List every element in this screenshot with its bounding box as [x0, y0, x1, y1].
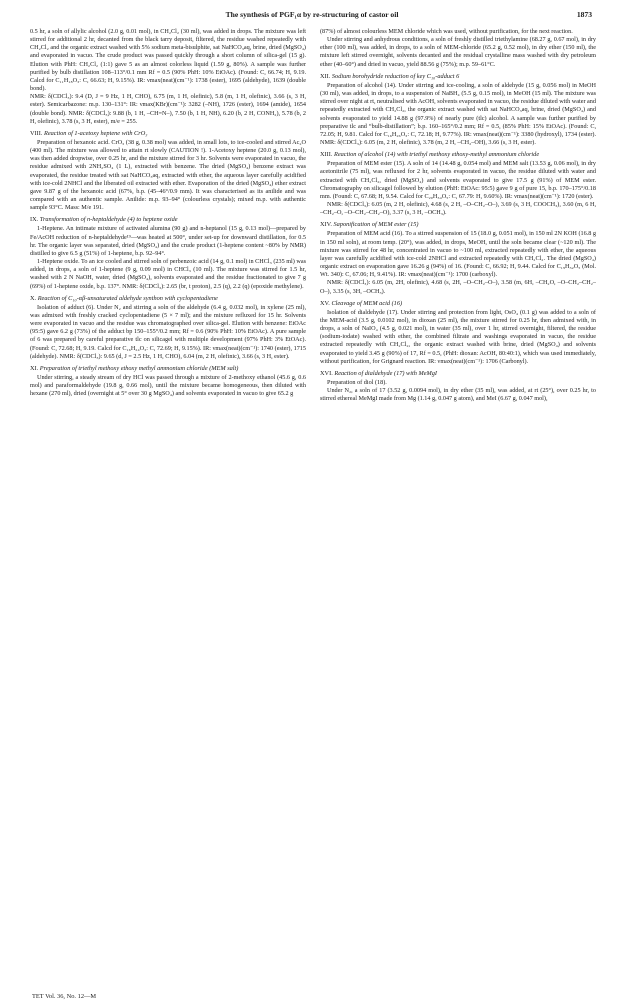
section-title: Reaction of C₁₀-αβ-unsaturated aldehyde synthon with cyclopentadiene: [37, 294, 218, 302]
body-paragraph: 1-Heptene oxide. To an ice cooled and stirred soln of perbenzoic acid (14 g, 0.1 mol) in CHCl₃ (235 ml) was added, in drops, a soln of 1-heptene (9 g, 0.09 mol) in CHCl₃ (10 ml). The mixture was stirred for 1.5 hr, washed with 2 N NaOH, water, dried (MgSO₄), solvents evaporated and the residue fractionated to give 7 g (69%) of 1-heptene oxide, b.p. 137°. NMR: δ(CDCl₃): 2.65 (br, t proton), 2.5 (q), 2.2 (q) (epoxide methylene).: [30, 258, 306, 290]
section-title: Reaction of dialdehyde (17) with MeMgI: [334, 369, 437, 377]
section-number: XVI.: [320, 369, 335, 377]
section-number: XI.: [30, 364, 40, 372]
body-paragraph: (87%) of almost colourless MEM chloride which was used, without purification, for the next reaction.: [320, 28, 573, 35]
left-column: [30, 28, 306, 980]
body-paragraph: Preparation of MEM acid (16). To a stirred suspension of 15 (18.0 g, 0.051 mol), in 150 ml 2N KOH (16.8 g in 150 ml soln), at room temp. (20°), was added, in drops, MeOH, until the soln became clear (~120 ml). The mixture was stirred for 48 hr, concentrated in vacuo to ~100 ml, extracted repeatedly with ether, the aqueous layer was carefully acidified with ice-cold 2NHCl and extracted repeatedly with CH₂Cl₂. The dried (MgSO₄) organic extract on evaporation gave 16.26 g (94%) of 16. (Found: C, 66.92; H, 9.44. Calcd for C₁₉H₃₂O₅ (Mol. Wt. 340): C, 67.06; H, 9.41%). IR: νmax(neat)(cm⁻¹): 1700 (carboxyl).: [320, 230, 596, 279]
page-number: 1873: [576, 10, 592, 19]
section-number: XII.: [320, 72, 332, 80]
running-header: [32, 10, 592, 24]
section-heading: [320, 73, 596, 81]
section-heading: [320, 300, 596, 308]
footer-note: TET Vol. 36, No. 12—M: [32, 993, 97, 1000]
section-heading: [30, 295, 306, 303]
section-number: VIII.: [30, 129, 44, 137]
section-number: IX.: [30, 216, 40, 224]
section-title: Reaction of 1-acetoxy heptene with CrO₃: [44, 129, 148, 137]
section-number: X.: [30, 294, 38, 302]
section-heading: [320, 151, 596, 159]
body-paragraph: Preparation of diol (18).: [327, 378, 387, 386]
section-title: Saponification of MEM ester (15): [333, 221, 419, 229]
body-paragraph: Under stirring and anhydrous conditions, a soln of freshly distilled triethylamine (68.27 g, 0.67 mol), in dry ether (100 ml), was added, in drops, to a soln of MEM-chloride (65.2 g, 0.52 mol), in dry ether (150 ml), the mixture left stirred overnight, solvents decanted and the residual crystalline mass washed with dry petroleum ether (40–60°) and dried in vacuo, yield 88.56 g (75%); m.p. 59–61°C.: [320, 36, 596, 68]
body-paragraph: Preparation of hexanoic acid. CrO₃ (38 g, 0.38 mol) was added, in small lots, to ice-cooled and stirred Ac₂O (400 ml). The mixture was allowed to attain rt slowly (CAUTION !). 1-Acetoxy heptene (20.0 g, 0.13 mol), was then added dropwise, over 0.25 hr, and the mixture stirred for 3 hr. Solvents were evaporated in vacuo, the residue admixed with 2NH₂SO₄ (1 L), extracted with benzene. The dried (MgSO₄) benzene extract was evaporated, the residue treated with sat NaHCO₃aq, extracted with ether, the aqueous layer carefully acidified with ice-cold 2NHCl and the liberated oil extracted with ether. Evaporation of the dried (MgSO₄) ether extract gave 9.87 g of the hexanoic acid (67%, b.p. (45–46°/0.9 mm). It was characterised as its anilide and was compared with an authentic sample. Anilide: m.p. 93–94° (colourless crystals); mixed m.p. with authentic sample 93°C. Mass: M/e 191.: [30, 138, 306, 212]
section-heading: [320, 221, 596, 229]
body-paragraph: NMR: δ(CDCl₃): 6.05 (m, 2H, olefinic), 4.68 (s, 2H, –O–CH₂–O–), 3.58 (m, 6H, –CH₂O, –O–CH₂–CH₂–O–), 3.35 (s, 3H, –OCH₃).: [320, 279, 596, 295]
body-paragraph: NMR: δ(CDCl₃): 9.4 (D, J = 9 Hz, 1 H, CHO), 6.75 (m, 1 H, olefinic), 5.8 (m, 1 H, olefinic), 3.66 (s, 3 H, ester). Semicarbazone: m.p. 130–131°: IR: νmax(KBr)(cm⁻¹): 3282 (–NH), 1726 (ester), 1694 (amide), 1654 (double bond). NMR: δ(CDCl₃): 9.88 (b, 1 H, –CH=N–), 7.50 (b, 1 H, NH), 6.20 (b, 2 H, CONH₂), 5.78 (b, 2 H, olefinic), 3.78 (s, 3 H, ester), m/e = 255.: [30, 93, 306, 125]
section-heading: [30, 365, 306, 373]
section-title: Preparation of triethyl methoxy ethoxy methyl ammonium chloride (MEM salt): [39, 364, 239, 372]
section-title: Reaction of alcohol (14) with triethyl methoxy ethoxy-methyl ammonium chloride: [334, 151, 540, 159]
body-paragraph: Preparation of alcohol (14). Under stirring and ice-cooling, a soln of aldehyde (15 g, 0.056 mol) in MeOH (30 ml), was added, in drops, to a suspension of NaBH₄ (5.5 g, 0.15 mol), in MeOH (15 ml). The mixture was stirred over night at rt, neutralised with AcOH, solvents evaporated in vacuo, the residue diluted with water and repeatedly extracted with CH₂Cl₂, the organic extract washed with sat NaHCO₃aq, brine, dried (MgSO₄) and solvents evaporated to yield 14.88 g (97.9%) of nearly pure (tlc) alcohol. A sample was further purified by preparative tlc and “bulb-distillation”; b.p. 160–165°/0.2 mm; Rf = 0.5, (85% PhH: 15% EtOAc). (Found: C, 72.05; H, 9.81. Calcd for C₁₆H₂₆O₃: C, 72.18; H, 9.77%). IR: νmax(neat)(cm⁻¹): 3380 (hydroxyl), 1734 (ester). NMR: δ(CDCl₃): 6.05 (m, 2 H, olefinic), 3.78 (m, 2 H, –CH₂–OH), 3.66 (s, 3 H, ester).: [320, 81, 596, 146]
body-paragraph: Isolation of adduct (6). Under N₂ and stirring a soln of the aldehyde (6.4 g, 0.032 mol), in xylene (25 ml), was admixed with freshly cracked cyclopentadiene (5 × 7 ml); and the mixture refluxed for 15 hr. Solvents were evaporated in vacuo and the residue was chromatographed over silica-gel. Elution with benzene: EtOAc (95:5) gave 6.2 g (73%) of the adduct bp 150–155°/0.2 mm; Rf = 0.6 (90% PhH: 10% EtOAc). A pure sample of 6 was prepared by careful preparative tlc on silicagel with multiple development (97% PhH: 3% EtOAc). (Found: C, 72.68; H, 9.19. Calcd for C₁₆H₂₄O₃: C, 72.69; H, 9.15%). IR: νmax(neat)(cm⁻¹): 1740 (ester), 1715 (aldehyde). NMR: δ(CDCl₃): 9.65 (d, J = 2.5 Hz, 1 H, CHO), 6.04 (m, 2 H, olefinic), 3.66 (s, 3 H, ester).: [30, 303, 306, 360]
body-paragraph: Under N₂, a soln of 17 (3.52 g, 0.0094 mol), in dry ether (35 ml), was added, at rt (25°), over 0.25 hr, to stirred ethereal MeMgI made from Mg (1.14 g, 0.047 g atom), and MeI (6.67 g, 0.047 mol),: [320, 387, 596, 403]
two-column-body: [30, 28, 596, 980]
section-number: XIV.: [320, 221, 334, 229]
right-column: [320, 28, 596, 980]
running-title: The synthesis of PGF₁α by re-structuring of castor oil: [225, 10, 399, 19]
section-title: Cleavage of MEM acid (16): [331, 299, 403, 307]
section-number: XV.: [320, 299, 332, 307]
body-paragraph: Under stirring, a steady stream of dry HCl was passed through a mixture of 2-methoxy ethanol (45.6 g, 0.6 mol) and paraformaldehyde (19.8 g, 0.66 mol), until the mixture became homogeneous, then diluted with hexane (270 ml), dried (overnight at 5° over 30 g MgSO₄) and solvents evaporated in vacuo to give 65.2 g: [30, 374, 306, 398]
section-title: Transformation of n-heptaldehyde (4) to heptene oxide: [39, 216, 178, 224]
body-paragraph: NMR: δ(CDCl₃): 6.05 (m, 2 H, olefinic), 4.68 (s, 2 H, –O–CH₂–O–), 3.69 (s, 3 H, COOCH₃), 3.60 (m, 6 H, –CH₂–O, –O–CH₂–CH₂–O), 3.37 (s, 3 H, –OCH₃).: [320, 201, 596, 217]
section-heading: [30, 216, 306, 224]
section-title: Sodium borohydride reduction of key C₁₀-adduct 6: [331, 72, 460, 80]
section-number: XIII.: [320, 151, 334, 159]
body-paragraph: 0.5 hr, a soln of allylic alcohol (2.0 g, 0.01 mol), in CH₂Cl₂ (30 ml), was added in drops. The mixture was left stirred for additional 2 hr, decanted from the black tarry deposit, filtered, the residue washed repeatedly with CH₂Cl₂ and the organic extract washed with 5% sodium meta-bisulphite, sat NaHCO₃aq, brine, dried (MgSO₄) and evaporated in vacuo. The crude product was passed quickly through a short column of silica-gel (15 g). Elution with PhH: CH₂Cl₂ (1:1) gave 5 as an almost colorless liquid (1.59 g, 80%). A sample was further purified by bulb distillation 108–113°/0.1 mm Rf = 0.5 (90% PhH: 10% EtOAc). (Found: C, 66.74; H, 9.19. Calcd for C₁₁H₁₈O₃: C, 66.63; H, 9.15%). IR: νmax(neat)(cm⁻¹): 1738 (ester), 1695 (aldehyde), 1639 (double bond).: [30, 28, 306, 93]
section-heading: [30, 130, 306, 138]
body-paragraph: 1-Heptene. An intimate mixture of activated alumina (90 g) and n-heptanol (15 g, 0.13 mol)—prepared by Fe/AcOH reduction of n-heptaldehyde¹⁹—was heated at 500°, under set-up for downward distillation, for 0.5 hr. The organic layer was separated, dried (MgSO₄) and the crude product (1-heptene content ~80% by NMR) distilled to give 6.5 g (51%) of 1-heptene, b.p. 92–94°.: [30, 225, 306, 257]
body-paragraph: Preparation of MEM ester (15). A soln of 14 (14.48 g, 0.054 mol) and MEM salt (13.53 g, 0.06 mol), in dry acetonitrile (75 ml), was refluxed for 2 hr, solvents evaporated in vacuo, the residue diluted with water and extracted with CH₂Cl₂, dried (MgSO₄) and solvents evaporated to give 17.5 g (91%) of MEM ester. Chromatography on silicagel followed by elution (PhH: EtOAc: 95:5) gave 9 g of pure 15, b.p. 170–175°/0.18 mm. (Found: C, 67.68; H, 9.54. Calcd for C₂₀H₃₄O₅: C, 67.79: H, 9.60%). IR: νmax(neat)(cm⁻¹): 1720 (ester).: [320, 160, 596, 200]
body-paragraph: Isolation of dialdehyde (17). Under stirring and protection from light, OsO₄ (0.1 g) was added to a soln of the MEM-acid (3.5 g, 0.0102 mol), in dioxan (25 ml), the mixture stirred for 0.25 hr, then admixed with, in drops, a soln of NaIO₄ (4.5 g, 0.021 mol), in water (35 ml), over 1 hr, stirred overnight, filtered, the residue (sodium-iodate) washed with ether, the combined filtrate and washings evaporated in vacuo, the residue extracted repeatedly with CH₂Cl₂, the organic extract washed with brine, dried (MgSO₄) and solvents evaporated to yield 3.45 g (90%) of 17, Rf = 0.5, (PhH: dioxan: AcOH, 80:40:1), which was used immediately, without purification, for Grignard reaction. IR: νmax(neat)(cm⁻¹): 1706 (Carbonyl).: [320, 308, 596, 365]
section-heading: [320, 370, 596, 378]
